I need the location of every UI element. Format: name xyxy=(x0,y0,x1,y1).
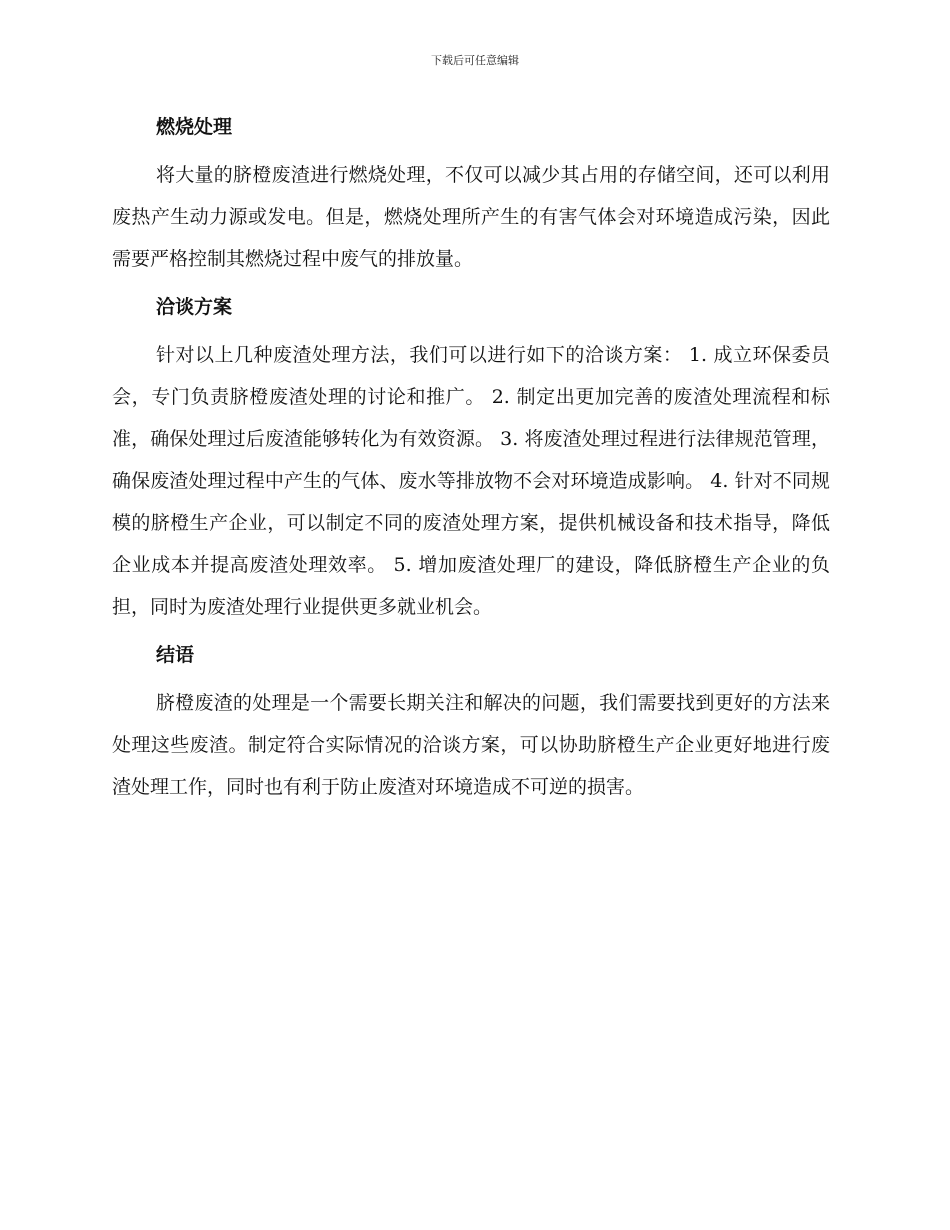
page-header: 下载后可任意编辑 xyxy=(431,54,519,67)
section-heading-conclusion: 结语 xyxy=(156,644,195,666)
document-body xyxy=(112,108,830,808)
section-heading-negotiation: 洽谈方案 xyxy=(156,296,233,318)
section-paragraph-negotiation: 针对以上几种废渣处理方法，我们可以进行如下的洽谈方案： 1. 成立环保委员会，专门负责脐橙废渣处理的讨论和推广。 2. 制定出更加完善的废渣处理流程和标准，确保处理过后废渣能够转化为有效资源。 3. 将废渣处理过程进行法律规范管理，确保废渣处理过程中产生的气体、废水等排放物不会对环境造成影响。 4. 针对不同规模的脐橙生产企业，可以制定不同的废渣处理方案，提供机械设备和技术指导，降低企业成本并提高废渣处理效率。 5. 增加废渣处理厂的建设，降低脐橙生产企业的负担，同时为废渣处理行业提供更多就业机会。 xyxy=(112,344,830,618)
section-heading-burning: 燃烧处理 xyxy=(156,116,233,138)
section-paragraph-conclusion: 脐橙废渣的处理是一个需要长期关注和解决的问题，我们需要找到更好的方法来处理这些废渣。制定符合实际情况的洽谈方案，可以协助脐橙生产企业更好地进行废渣处理工作，同时也有利于防止废渣对环境造成不可逆的损害。 xyxy=(112,692,830,798)
section-paragraph-burning: 将大量的脐橙废渣进行燃烧处理，不仅可以减少其占用的存储空间，还可以利用废热产生动力源或发电。但是，燃烧处理所产生的有害气体会对环境造成污染，因此需要严格控制其燃烧过程中废气的排放量。 xyxy=(112,164,830,270)
